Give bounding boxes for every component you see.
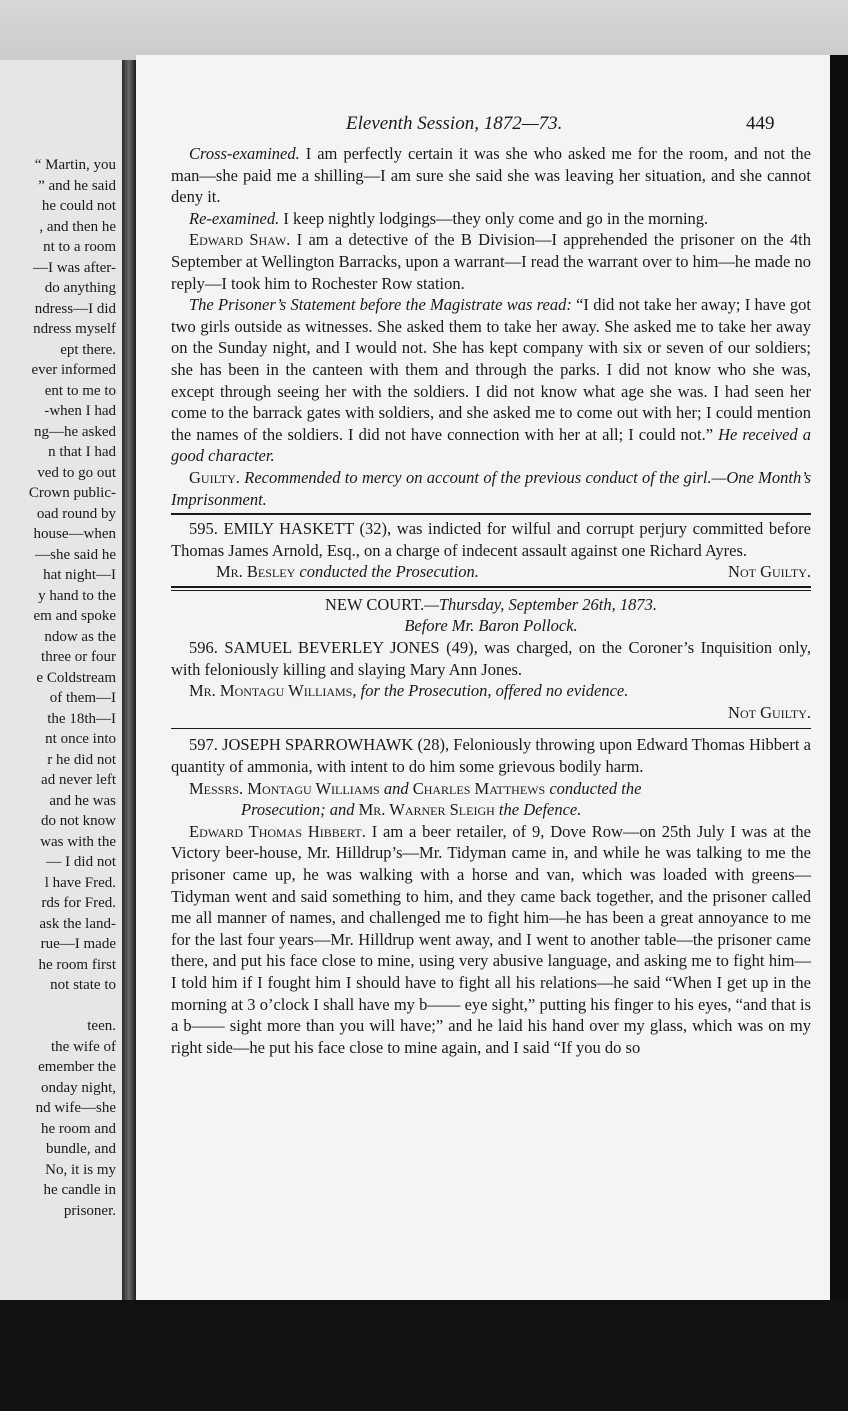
hibbert-testimony-paragraph [171,821,811,1059]
case-595-text: 595. EMILY HASKETT (32), was indicted for wilful and corrupt perjury committed before Thomas James Arnold, Esq., on a charge of indecent assault against one Richard Ayres. [171,519,811,560]
shaw-testimony-text: I am a detective of the B Division—I apprehended the prisoner on the 4th September at Wellington Barracks, upon a warrant—I read the warrant over to him—he made no reply—I took him to Rochester Row station. [171,230,811,293]
case-596-text: 596. SAMUEL BEVERLEY JONES (49), was charged, on the Coroner’s Inquisition only, with feloniously killing and slaying Mary Ann Jones. [171,638,811,679]
left-page-line: rue—I made [40,936,116,952]
left-page-line: he room and [41,1120,116,1137]
left-page-line: —I was after- [33,259,116,276]
left-page-line: teen. [87,1018,116,1034]
page-header [136,113,816,137]
left-page-line: the 18th—I [47,710,116,727]
left-page-line: “ Martin, you [34,157,116,173]
left-page-line: not state to [50,977,116,993]
case-596-counsel [171,680,811,702]
witness-name-hibbert: Edward Thomas Hibbert. [189,821,366,841]
case-597-counsel-g: the Defence. [494,800,582,820]
shaw-testimony-paragraph [171,229,811,294]
left-page-line: ept there. [60,341,116,358]
case-595-paragraph [171,518,811,561]
left-page-line: do anything [44,280,116,296]
case-597-defence [171,799,811,821]
court-judge: Before Mr. Baron Pollock. [404,616,578,636]
left-page-line: No, it is my [45,1161,116,1178]
left-page-line: ad never left [41,772,116,788]
left-page-line: ask the land- [39,915,116,932]
left-page-line: ” and he said [38,177,116,194]
left-page-line: r he did not [47,751,116,768]
hibbert-testimony-text: I am a beer retailer, of 9, Dove Row—on 25th July I was at the Victory beer-house, Mr. Hilldrup’s—Mr. Tidyman came in, and while he was talking to me the prisoner came up, he was walking with a horse and van, which was loaded with greens—Tidyman went and said something to him, and they came back together, and the prisoner called me all manner of names, and challenged me to fight him—he has been a great annoyance to me for the last four years—Mr. Hilldrup went away, and I went to another table—the prisoner came there, and put his face close to mine, using very abusive language, and asking me to fight him—I told him if I fought him I should have to fight all his relations—he said “When I get up in the morning at 3 o’clock I shall have my b—— eye sight,” putting his finger to his eyes, “and that is a b—— sight more than you will have;” and he laid his hand over my glass, which was on my right side—he put his face close to mine again, and I said “If you do so [171,821,811,1057]
cross-examination-paragraph [171,143,811,208]
case-595-counsel-row [171,561,811,583]
left-page-line: he could not [41,198,116,214]
case-597-counsel-f: Mr. Warner Sleigh [358,800,495,820]
statement-text: “I did not take her away; I have got two girls outside as witnesses. She asked them to take her away. She asked me to take her away on the Sunday night, and I would not. She has kept company with six or seven of our soldiers; she has been in the canteen with them and through the parks. I did not know who she was, except through seeing her with the soldiers. I did not know what age she was. I had seen her come to the barrack gates with soldiers, and she asked me to come out with her; I could mention the names of the soldiers. I did not have connection with her at all; I could not.” [171,295,811,444]
left-page-line: emember the [38,1059,116,1075]
left-page-line: do not know [41,813,116,829]
left-page-line: ndress—I did [34,300,116,317]
page-body [171,143,811,1058]
left-page-line: -when I had [44,403,116,419]
left-page-line: Crown public- [28,485,116,501]
section-divider [171,513,811,515]
left-page-line: y hand to the [38,587,116,604]
case-597-counsel-c: Charles Matthews [412,778,546,798]
re-examination-text: I keep nightly lodgings—they only come and go in the morning. [279,208,709,228]
left-page-line: ng—he asked [33,423,116,440]
case-597-counsel-and: and [379,778,413,798]
left-page-line: nt to a room [43,239,116,255]
left-page-line: ent to me to [44,382,116,399]
case-595-verdict: Not Guilty. [728,562,811,582]
re-examined-label: Re-examined. [189,208,280,228]
left-page-line: he candle in [43,1182,116,1198]
sentence-text: Recommended to mercy on account of the previous conduct of the girl.—One Month’s Imprisonment. [171,467,811,509]
case-596-verdict: Not Guilty. [728,702,811,722]
guilty-verdict: Guilty. [189,467,240,487]
left-page-line: — I did not [46,854,116,870]
case-595-counsel-role: conducted the Prosecution. [295,562,479,582]
case-596-counsel-name: Mr. Montagu Williams, [189,681,357,701]
left-page-line: , and then he [39,218,116,235]
cross-examination-text: I am perfectly certain it was she who asked me for the room, and not the man—she paid me a shilling—I am sure she said she was leaving her situation, and she cannot deny it. [171,144,811,207]
verdict-paragraph [171,467,811,510]
case-597-counsel [171,778,811,800]
left-page-line: prisoner. [63,1202,116,1219]
cross-examined-label: Cross-examined. [189,144,300,163]
left-page-line: he room first [38,956,116,973]
left-page-line: three or four [41,649,116,665]
bottom-background [0,1300,848,1411]
case-597-paragraph [171,734,811,777]
case-595-counsel [171,561,479,583]
left-page-line: —she said he [35,546,116,563]
witness-name-shaw: Edward Shaw. [189,230,291,250]
character-note: He received a good character. [171,424,812,466]
running-title: Eleventh Session, 1872—73. [346,113,563,134]
left-page-line: ved to go out [37,464,116,481]
left-page-line: onday night, [41,1079,116,1096]
court-divider [171,586,811,591]
left-page-line: nd wife—she [35,1100,116,1116]
prisoner-statement-paragraph [171,294,811,467]
left-page-line: em and spoke [33,608,116,624]
left-page-line: l have Fred. [44,874,116,891]
case-597-counsel-a: Messrs. Montagu Williams [189,778,380,798]
case-596-paragraph [171,637,811,680]
court-name: NEW COURT. [324,594,425,614]
left-page-line: nt once into [45,731,116,747]
left-page-line: was with the [40,833,116,850]
left-page-line: ever informed [31,362,116,378]
left-page-line: e Coldstream [36,669,116,686]
left-page [0,60,122,1310]
case-divider [171,728,811,729]
case-596-counsel-role: for the Prosecution, offered no evidence. [356,681,629,701]
left-page-line [0,996,116,1017]
left-page-line: rds for Fred. [41,895,116,911]
case-595-counsel-name: Mr. Besley [216,562,296,582]
court-date: —Thursday, September 26th, 1873. [424,594,658,614]
case-597-counsel-e: Prosecution; and [241,800,359,820]
court-heading [171,594,811,616]
left-page-line: n that I had [48,444,116,460]
left-page-line: the wife of [51,1038,116,1055]
left-page-line: ndress myself [33,321,116,337]
left-page-line: bundle, and [46,1141,116,1157]
left-page-line: hat night—I [43,567,116,583]
left-page-line: oad round by [36,505,116,522]
case-597-counsel-d: conducted the [545,778,642,798]
left-page-line: house—when [33,526,116,542]
left-page-text [0,155,116,1221]
right-page [136,55,830,1305]
book-gutter [122,60,136,1310]
case-597-text: 597. JOSEPH SPARROWHAWK (28), Feloniously throwing upon Edward Thomas Hibbert a quantity of ammonia, with intent to do him some grievous bodily harm. [171,735,811,777]
re-examination-paragraph [171,208,811,230]
left-page-line: and he was [49,792,116,809]
left-page-line: of them—I [49,690,116,706]
page-number: 449 [746,113,775,134]
left-page-line: ndow as the [44,628,116,645]
statement-label: The Prisoner’s Statement before the Magistrate was read: [189,295,572,315]
page-edge-shadow [830,55,848,1315]
